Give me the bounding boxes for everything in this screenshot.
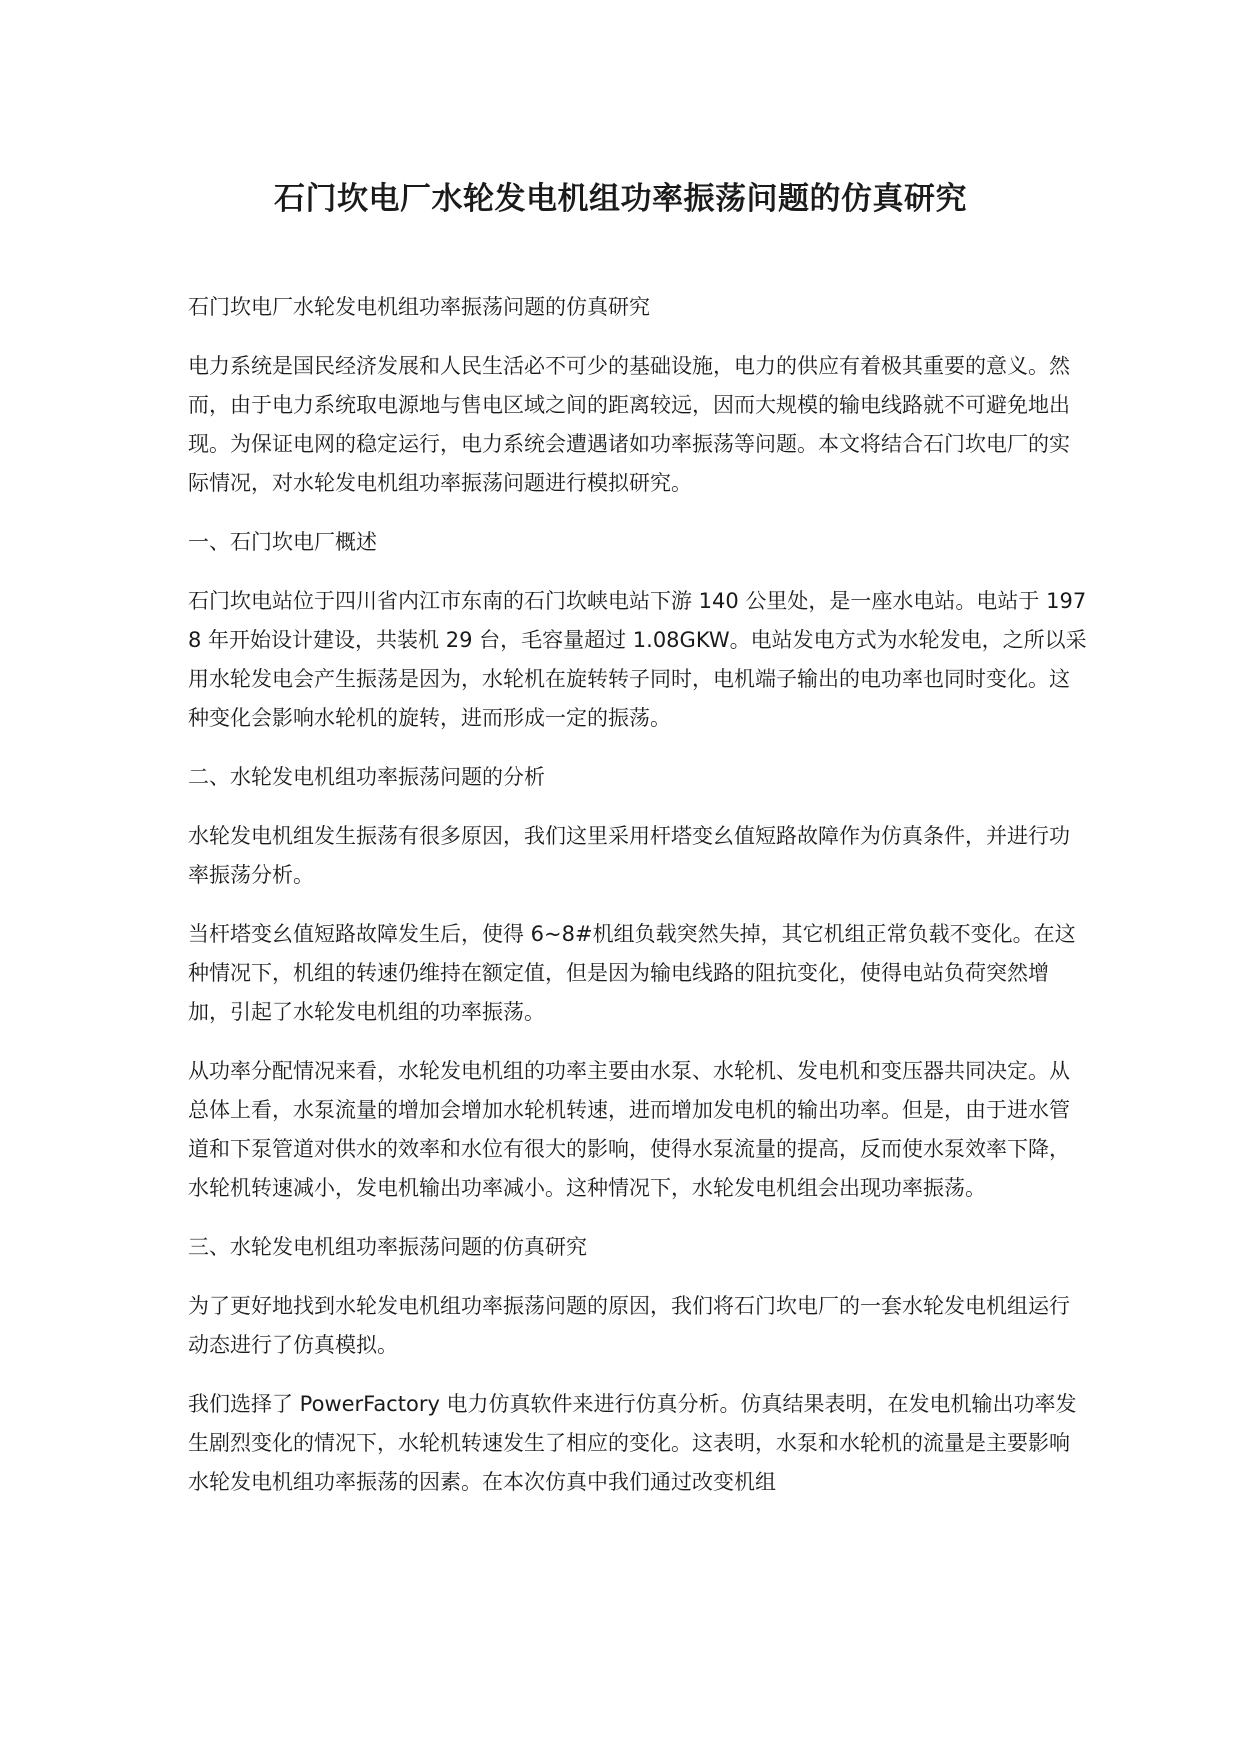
- section-2-paragraph-1: 水轮发电机组发生振荡有很多原因，我们这里采用杆塔变幺值短路故障作为仿真条件，并进行功率振荡分析。: [188, 824, 1070, 887]
- section-2-heading: 二、水轮发电机组功率振荡问题的分析: [188, 765, 545, 789]
- section-3-paragraph-1: 为了更好地找到水轮发电机组功率振荡问题的原因，我们将石门坎电厂的一套水轮发电机组运行动态进行了仿真模拟。: [188, 1294, 1070, 1357]
- section-2-paragraph-2: 当杆塔变幺值短路故障发生后，使得 6~8#机组负载突然失掉，其它机组正常负载不变化。在这种情况下，机组的转速仍维持在额定值，但是因为输电线路的阻抗变化，使得电站负荷突然增加，引起了水轮发电机组的功率振荡。: [188, 922, 1076, 1024]
- section-1-paragraph-1: 石门坎电站位于四川省内江市东南的石门坎峡电站下游 140 公里处，是一座水电站。电站于 1978 年开始设计建设，共装机 29 台，毛容量超过 1.08GKW。电站发电方式为水轮发电，之所以采用水轮发电会产生振荡是因为，水轮机在旋转转子同时，电机端子输出的电功率也同时变化。这种变化会影响水轮机的旋转，进而形成一定的振荡。: [188, 589, 1087, 730]
- intro-paragraph: 电力系统是国民经济发展和人民生活必不可少的基础设施，电力的供应有着极其重要的意义。然而，由于电力系统取电源地与售电区域之间的距离较远，因而大规模的输电线路就不可避免地出现。为保证电网的稳定运行，电力系统会遭遇诸如功率振荡等问题。本文将结合石门坎电厂的实际情况，对水轮发电机组功率振荡问题进行模拟研究。: [188, 354, 1070, 495]
- document-title: 石门坎电厂水轮发电机组功率振荡问题的仿真研究: [274, 181, 967, 217]
- section-3-paragraph-2: 我们选择了 PowerFactory 电力仿真软件来进行仿真分析。仿真结果表明，在发电机输出功率发生剧烈变化的情况下，水轮机转速发生了相应的变化。这表明，水泵和水轮机的流量是主要影响水轮发电机组功率振荡的因素。在本次仿真中我们通过改变机组: [188, 1392, 1077, 1494]
- document-subtitle: 石门坎电厂水轮发电机组功率振荡问题的仿真研究: [188, 295, 650, 319]
- section-1-heading: 一、石门坎电厂概述: [188, 530, 377, 554]
- section-3-heading: 三、水轮发电机组功率振荡问题的仿真研究: [188, 1235, 587, 1259]
- section-2-paragraph-3: 从功率分配情况来看，水轮发电机组的功率主要由水泵、水轮机、发电机和变压器共同决定。从总体上看，水泵流量的增加会增加水轮机转速，进而增加发电机的输出功率。但是，由于进水管道和下泵管道对供水的效率和水位有很大的影响，使得水泵流量的提高，反而使水泵效率下降，水轮机转速减小，发电机输出功率减小。这种情况下，水轮发电机组会出现功率振荡。: [188, 1059, 1070, 1200]
